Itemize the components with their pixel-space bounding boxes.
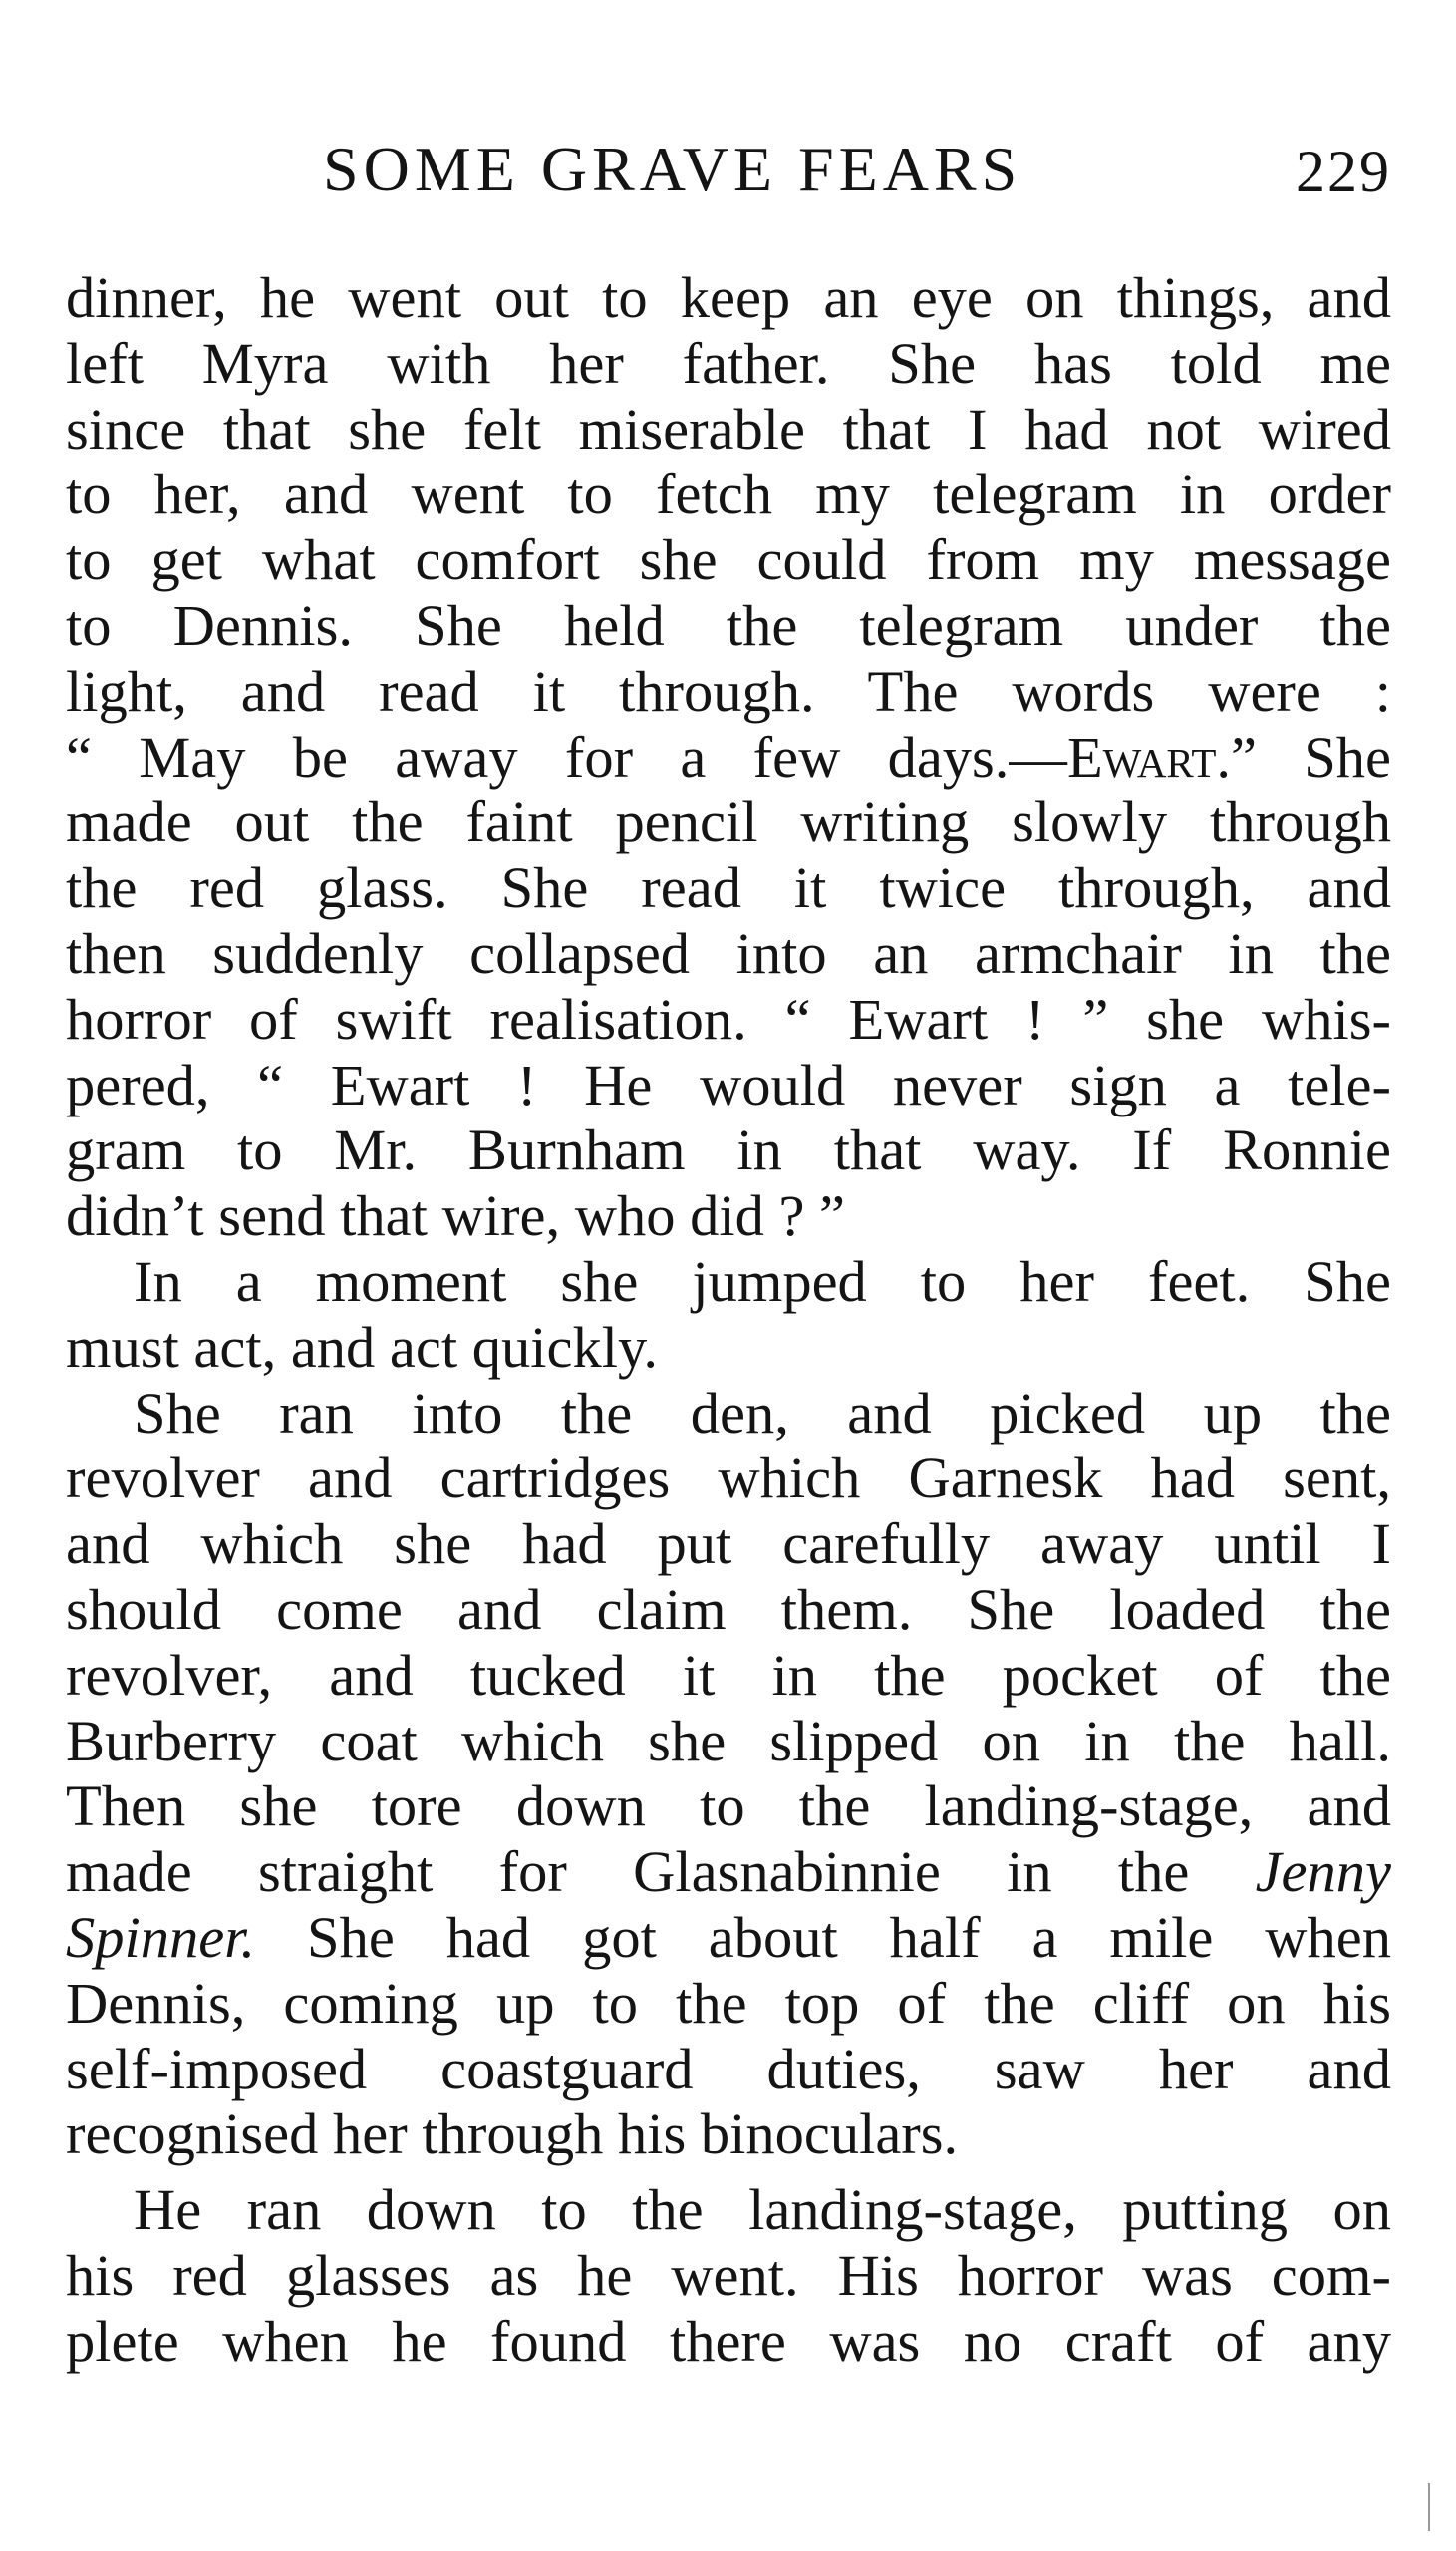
paragraph <box>66 1381 1391 2168</box>
paragraph-gap <box>66 2167 1391 2177</box>
text-line: the red glass. She read it twice through, and <box>66 855 1391 921</box>
page-edge-mark <box>1428 2483 1436 2531</box>
italic-text: Jenny <box>1255 1839 1391 1905</box>
paragraph <box>66 265 1391 1249</box>
text-line: then suddenly collapsed into an armchair in the <box>66 920 1391 986</box>
text-line: left Myra with her father. She has told me <box>66 330 1391 396</box>
text-line: made out the faint pencil writing slowly through <box>66 790 1391 855</box>
text-line: made straight for Glasnabinnie in the Jenny <box>66 1839 1391 1905</box>
text-line: didn’t send that wire, who did ? ” <box>66 1183 846 1249</box>
text-line: to her, and went to fetch my telegram in order <box>66 462 1391 527</box>
text-line: his red glasses as he went. His horror was com- <box>66 2242 1391 2308</box>
text-line: She ran into the den, and picked up the <box>134 1380 1391 1445</box>
text-line: to get what comfort she could from my message <box>66 527 1391 593</box>
text-line: “ May be away for a few days.—Ewart.” She <box>66 724 1391 790</box>
paragraph <box>66 1249 1391 1381</box>
text-line: recognised her through his binoculars. <box>66 2101 959 2167</box>
running-title: SOME GRAVE FEARS <box>323 134 1022 204</box>
text-line: dinner, he went out to keep an eye on things, and <box>66 265 1391 330</box>
text-line: since that she felt miserable that I had not wired <box>66 396 1391 462</box>
text-line: self-imposed coastguard duties, saw her and <box>66 2036 1391 2101</box>
text-line: should come and claim them. She loaded the <box>66 1576 1391 1642</box>
text-line: revolver and cartridges which Garnesk had sent, <box>66 1445 1391 1511</box>
text-line: In a moment she jumped to her feet. She <box>134 1248 1391 1314</box>
body-text <box>66 265 1391 2375</box>
text-line: and which she had put carefully away until I <box>66 1511 1391 1577</box>
text-line: He ran down to the landing-stage, putting on <box>134 2177 1391 2243</box>
running-head <box>66 130 1391 209</box>
text-line: light, and read it through. The words were : <box>66 658 1391 724</box>
paragraph <box>66 2177 1391 2374</box>
text-line: must act, and act quickly. <box>66 1314 659 1380</box>
text-line: pered, “ Ewart ! He would never sign a tele- <box>66 1052 1391 1117</box>
text-line: Spinner. She had got about half a mile when <box>66 1904 1391 1970</box>
italic-text: Spinner. <box>66 1904 256 1970</box>
text-line: Dennis, coming up to the top of the cliff on his <box>66 1970 1391 2036</box>
text-line: Burberry coat which she slipped on in the hall. <box>66 1708 1391 1773</box>
text-line: Then she tore down to the landing-stage, and <box>66 1773 1391 1839</box>
page-number: 229 <box>1296 139 1391 204</box>
text-line: gram to Mr. Burnham in that way. If Ronnie <box>66 1117 1391 1183</box>
text-line: to Dennis. She held the telegram under the <box>66 592 1391 658</box>
small-caps-text: Ewart <box>1066 724 1217 790</box>
text-line: plete when he found there was no craft of any <box>66 2308 1391 2374</box>
text-line: horror of swift realisation. “ Ewart ! ” she whis- <box>66 986 1391 1052</box>
text-line: revolver, and tucked it in the pocket of the <box>66 1642 1391 1708</box>
